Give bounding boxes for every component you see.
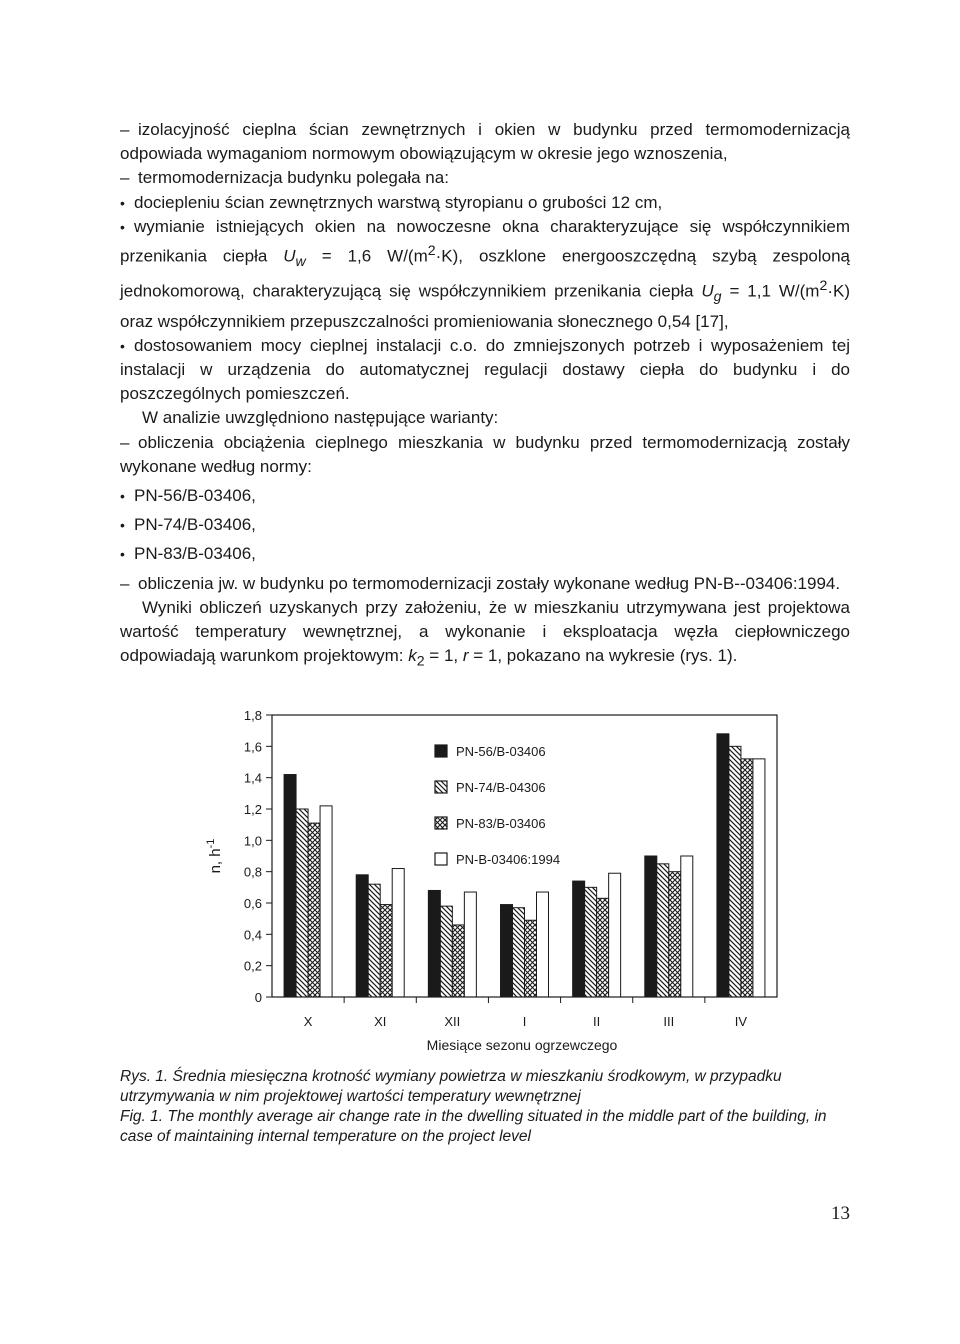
- bar: [464, 892, 476, 997]
- x-axis-label: Miesiące sezonu ogrzewczego: [426, 1037, 618, 1053]
- y-tick-label: 0,8: [243, 864, 262, 880]
- page-number: 13: [831, 1203, 850, 1224]
- bullet-marker: •: [120, 337, 125, 354]
- bar: [368, 884, 380, 997]
- bar: [296, 809, 308, 997]
- dash-marker: –: [120, 432, 130, 452]
- norm-3: PN-83/B-03406,: [134, 544, 256, 564]
- bar: [513, 908, 525, 997]
- bullet-marker: •: [120, 546, 125, 563]
- caption-polish: Rys. 1. Średnia miesięczna krotność wymiany powietrza w mieszkaniu środkowym, w przypadku utrzymywania w nim projektowej wartości temperatury wewnętrznej: [120, 1068, 782, 1105]
- y-tick-label: 1,6: [243, 739, 262, 755]
- dash-marker: –: [120, 168, 130, 188]
- ug-symbol: U: [701, 281, 714, 301]
- bar: [380, 905, 392, 997]
- x-tick-label: I: [522, 1014, 527, 1029]
- bar: [669, 872, 681, 997]
- x-tick-label: XI: [374, 1014, 387, 1029]
- paragraph-modernization: termomodernizacja budynku polegała na:: [138, 168, 449, 188]
- figure-caption: [120, 1067, 860, 1147]
- bullet-insulation: dociepleniu ścian zewnętrznych warstwą styropianu o grubości 12 cm,: [134, 192, 663, 212]
- bar: [320, 806, 332, 997]
- bullet-marker: •: [120, 194, 125, 211]
- y-tick-label: 1,4: [243, 770, 262, 786]
- bar: [573, 881, 585, 997]
- bar: [657, 864, 669, 997]
- bar: [729, 746, 741, 997]
- legend-swatch: [435, 781, 447, 793]
- y-tick-label: 1,2: [243, 802, 262, 817]
- y-tick-label: 1,8: [243, 708, 262, 723]
- bullet-marker: •: [120, 517, 125, 534]
- bar: [609, 873, 621, 997]
- paragraph-variants: W analizie uwzględniono następujące warianty:: [142, 408, 499, 428]
- bar: [308, 823, 320, 997]
- bullet-marker: •: [120, 218, 125, 235]
- legend-label: PN-56/B-03406: [456, 744, 546, 759]
- y-axis-label: n, $h^{-1}$: [205, 838, 224, 874]
- bullet-marker: •: [120, 487, 125, 504]
- x-tick-label: X: [303, 1014, 313, 1029]
- bullet-heating: dostosowaniem mocy cieplnej instalacji c.o. do zmniejszonych potrzeb i wyposażeniem tej instalacji w urządzenia do automatycznej regulacji dostawy ciepła do budynku i do poszczególnych pomieszczeń.: [120, 335, 850, 404]
- legend-swatch: [435, 853, 447, 865]
- bar: [284, 775, 296, 997]
- legend-label: PN-74/B-04306: [456, 780, 546, 795]
- norm-2: PN-74/B-03406,: [134, 515, 256, 535]
- x-tick-label: II: [593, 1014, 601, 1029]
- bar: [645, 856, 657, 997]
- y-tick-label: 0,6: [243, 896, 262, 911]
- x-tick-label: III: [663, 1014, 675, 1029]
- uw-symbol: U: [283, 246, 296, 266]
- bar: [501, 905, 513, 997]
- paragraph-calc-before: obliczenia obciążenia cieplnego mieszkania w budynku przed termomodernizacją zostały wykonane według normy:: [120, 432, 850, 476]
- bar: [753, 759, 765, 997]
- x-tick-label: IV: [734, 1014, 748, 1029]
- y-tick-label: 0,4: [243, 927, 262, 943]
- dash-marker: –: [120, 120, 130, 139]
- paragraph-calc-after: obliczenia jw. w budynku po termomodernizacji zostały wykonane według PN-B--03406:1994.: [138, 573, 841, 593]
- bar: [681, 856, 693, 997]
- x-tick-label: XII: [444, 1014, 461, 1029]
- bar: [428, 890, 440, 997]
- bar: [741, 759, 753, 997]
- caption-english: Fig. 1. The monthly average air change rate in the dwelling situated in the middle part of the building, in case of maintaining internal temperature on the project level: [120, 1108, 827, 1145]
- y-tick-label: 0: [254, 990, 262, 1005]
- legend-label: PN-B-03406:1994: [456, 852, 561, 867]
- chart-legend: [418, 735, 586, 880]
- bar: [452, 925, 464, 997]
- bar: [525, 920, 537, 997]
- bar: [537, 892, 549, 997]
- y-tick-label: 0,2: [243, 958, 262, 974]
- dash-marker: –: [120, 573, 130, 593]
- bar: [356, 875, 368, 997]
- legend-swatch: [435, 745, 447, 757]
- bar: [440, 906, 452, 997]
- bar: [597, 898, 609, 997]
- y-tick-label: 1,0: [243, 833, 262, 849]
- legend-swatch: [435, 817, 447, 829]
- bullet-windows: • wymianie istniejących okien na nowoczesne okna charakteryzujące się współczynnikiem przenikania ciepła $U_w = 1,6$ $W/(m^2\cdot K)$, oszklone energooszczędną szybą zespoloną jednokomorową, charakteryzującą się współczynnikiem przenikania ciepła $U_g = 1,1$ $W/(m^2\cdot K)$ oraz współczynnikiem przepuszczalności promieniowania słonecznego 0,54 [17],: [120, 216, 850, 331]
- legend-label: PN-83/B-03406: [456, 816, 546, 831]
- paragraph-insulation: izolacyjność cieplna ścian zewnętrznych i okien w budynku przed termomodernizacją odpowiada wymaganiom normowym obowiązującym w okresie jego wznoszenia,: [120, 120, 850, 164]
- bar: [717, 734, 729, 997]
- norm-1: PN-56/B-03406,: [134, 485, 256, 505]
- bar: [392, 869, 404, 997]
- paragraph-results: Wyniki obliczeń uzyskanych przy założeniu, że w mieszkaniu utrzymywana jest projektowa wartość temperatury wewnętrznej, a wykonanie i eksploatacja węzła ciepłowniczego odpowiadają warunkom projektowym: $k_2 = 1$, r = 1, pokazano na wykresie (rys. 1).: [120, 597, 850, 670]
- bar: [585, 887, 597, 997]
